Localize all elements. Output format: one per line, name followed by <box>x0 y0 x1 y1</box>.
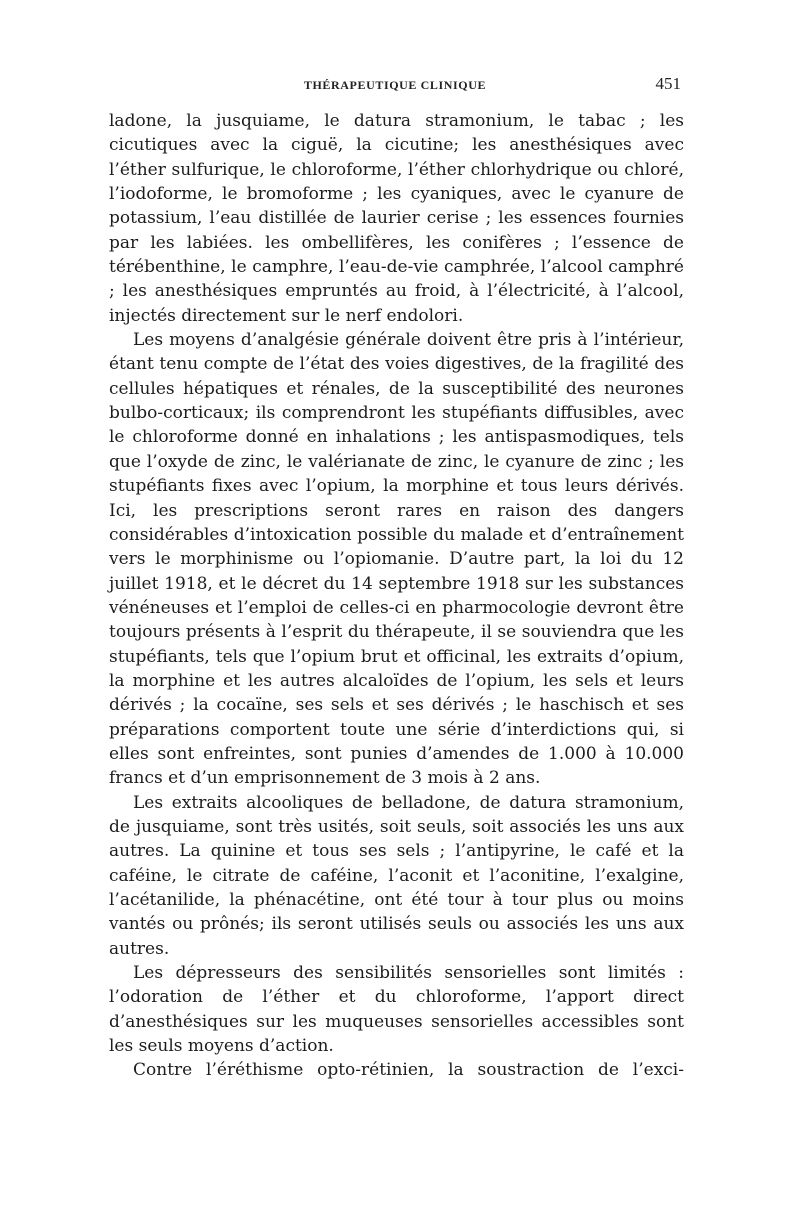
paragraph-continued <box>109 109 684 328</box>
paragraph-text: ladone, la jusquiame, le datura stramonium, le tabac ; les cicutiques avec la ciguë, la cicutine; les anesthésiques avec l’éther sulfurique, le chloroforme, l’éther chlorhydrique ou chloré, l’iodoforme, le bromoforme ; les cyaniques, avec le cyanure de potassium, l’eau distillée de laurier cerise ; les essences fournies par les labiées. les ombellifères, les conifères ; l’essence de térébenthine, le camphre, l’eau-de-vie camphrée, l’alcool camphré ; les anesthésiques empruntés au froid, à l’électricité, à l’alcool, injectés directement sur le nerf endolori. <box>109 111 684 326</box>
page-number: 451 <box>655 74 681 93</box>
paragraph-cut <box>109 1058 684 1107</box>
running-title: THÉRAPEUTIQUE CLINIQUE <box>303 78 487 92</box>
running-head <box>109 74 681 96</box>
paragraph-text: Contre l’éréthisme opto-rétinien, la soustraction de l’exci- <box>133 1060 684 1081</box>
paragraph-text: Les extraits alcooliques de belladone, de datura stramonium, de jusquiame, sont très usités, soit seuls, soit associés les uns aux autres. La quinine et tous ses sels ; l’antipyrine, le café et la caféine, le citrate de caféine, l’aconit et l’aconitine, l’exalgine, l’acétanilide, la phénacétine, ont été tour à tour plus ou moins vantés ou prônés; ils seront utilisés seuls ou associés les uns aux autres. <box>109 792 684 959</box>
body-text <box>109 109 684 1107</box>
paragraph <box>109 961 684 1058</box>
paragraph-text: Les moyens d’analgésie générale doivent être pris à l’intérieur, étant tenu compte de l’état des voies digestives, de la fragilité des cellules hépatiques et rénales, de la susceptibilité des neurones bulbo-corticaux; ils comprendront les stupéfiants diffusibles, avec le chloroforme donné en inhalations ; les antispasmodiques, tels que l’oxyde de zinc, le valérianate de zinc, le cyanure de zinc ; les stupéfiants fixes avec l’opium, la morphine et tous leurs dérivés. Ici, les prescriptions seront rares en raison des dangers considérables d’intoxication possible du malade et d’entraînement vers le morphinisme ou l’opiomanie. D’autre part, la loi du 12 juillet 1918, et le décret du 14 septembre 1918 sur les substances vénéneuses et l’emploi de celles-ci en pharmocologie devront être toujours présents à l’esprit du thérapeute, il se souviendra que les stupéfiants, tels que l’opium brut et officinal, les extraits d’opium, la morphine et les autres alcaloïdes de l’opium, les sels et leurs dérivés ; la cocaïne, ses sels et ses dérivés ; le haschisch et ses préparations comportent toute une série d’interdictions qui, si elles sont enfreintes, sont punies d’amendes de 1.000 à 10.000 francs et d’un emprisonnement de 3 mois à 2 ans. <box>109 330 684 789</box>
paragraph-text: Les dépresseurs des sensibilités sensorielles sont limités : l’odoration de l’éther et du chloroforme, l’apport direct d’anesthésiques sur les muqueuses sensorielles accessibles sont les seuls moyens d’action. <box>109 963 684 1057</box>
paragraph <box>109 328 684 791</box>
paragraph <box>109 791 684 961</box>
